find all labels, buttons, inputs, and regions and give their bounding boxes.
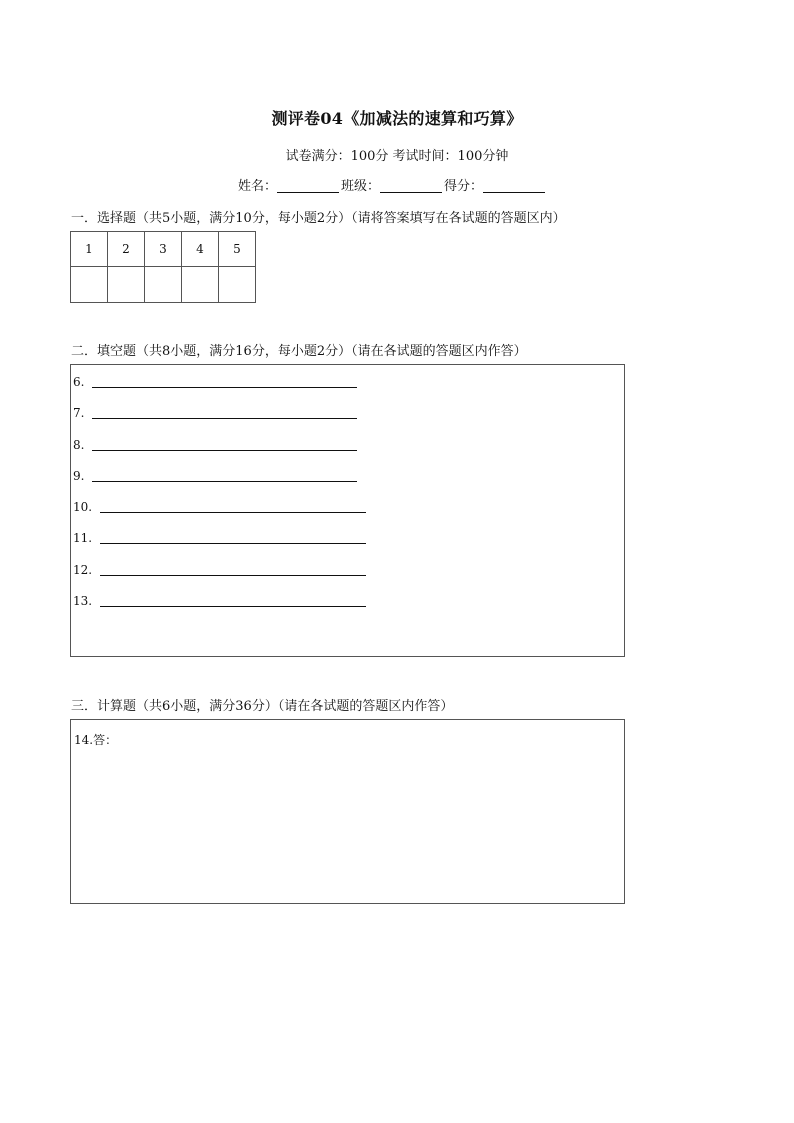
- fill-item: [73, 406, 357, 420]
- fill-answer-line[interactable]: [92, 469, 357, 482]
- fill-item-number: 8.: [73, 438, 85, 452]
- fill-item: [73, 500, 366, 514]
- choice-answer-cell[interactable]: [108, 267, 145, 303]
- fill-item: [73, 438, 357, 452]
- fill-item-number: 7.: [73, 406, 85, 420]
- fill-answer-line[interactable]: [100, 594, 366, 607]
- fill-item-number: 9.: [73, 469, 85, 483]
- section-heading-choice: 一．选择题（共5小题，满分10分，每小题2分）（请将答案填写在各试题的答题区内）: [71, 211, 566, 226]
- fill-answer-line[interactable]: [92, 438, 357, 451]
- score-blank[interactable]: [483, 178, 545, 193]
- choice-answer-cell[interactable]: [71, 267, 108, 303]
- fill-item: [73, 563, 366, 577]
- choice-answer-cell[interactable]: [145, 267, 182, 303]
- fill-answer-line[interactable]: [100, 531, 366, 544]
- choice-number-cell: 4: [182, 232, 219, 267]
- choice-number-cell: 3: [145, 232, 182, 267]
- choice-answer-cell[interactable]: [182, 267, 219, 303]
- fill-item-number: 11.: [73, 531, 93, 545]
- fill-item-number: 10.: [73, 500, 93, 514]
- choice-answer-row: [71, 267, 256, 303]
- fill-item: [73, 594, 366, 608]
- section-heading-fill: 二．填空题（共8小题，满分16分，每小题2分）（请在各试题的答题区内作答）: [71, 344, 527, 359]
- fill-answer-line[interactable]: [100, 500, 366, 513]
- fill-item-number: 6.: [73, 375, 85, 389]
- choice-answer-cell[interactable]: [219, 267, 256, 303]
- class-blank[interactable]: [380, 178, 442, 193]
- name-blank[interactable]: [277, 178, 339, 193]
- page-title: 测评卷04《加减法的速算和巧算》: [271, 109, 523, 128]
- choice-number-cell: 5: [219, 232, 256, 267]
- fill-answer-line[interactable]: [100, 563, 366, 576]
- class-label: 班级：: [341, 179, 381, 194]
- fill-answer-line[interactable]: [92, 375, 357, 388]
- fill-item-number: 13.: [73, 594, 93, 608]
- student-info-row: [238, 175, 547, 194]
- exam-info: 试卷满分：100分 考试时间：100分钟: [285, 149, 509, 164]
- score-label: 得分：: [444, 179, 484, 194]
- choice-answer-table: [70, 231, 256, 303]
- fill-item-number: 12.: [73, 563, 93, 577]
- choice-number-cell: 2: [108, 232, 145, 267]
- name-label: 姓名：: [238, 179, 278, 194]
- fill-item: [73, 531, 366, 545]
- choice-header-row: [71, 232, 256, 267]
- calc-answer-box[interactable]: [70, 719, 625, 904]
- fill-item: [73, 375, 357, 389]
- fill-answer-line[interactable]: [92, 406, 357, 419]
- calc-answer-label: 14.答：: [74, 733, 118, 747]
- section-heading-calc: 三．计算题（共6小题，满分36分）（请在各试题的答题区内作答）: [71, 699, 454, 714]
- fill-answer-box: [70, 364, 625, 657]
- choice-number-cell: 1: [71, 232, 108, 267]
- fill-item: [73, 469, 357, 483]
